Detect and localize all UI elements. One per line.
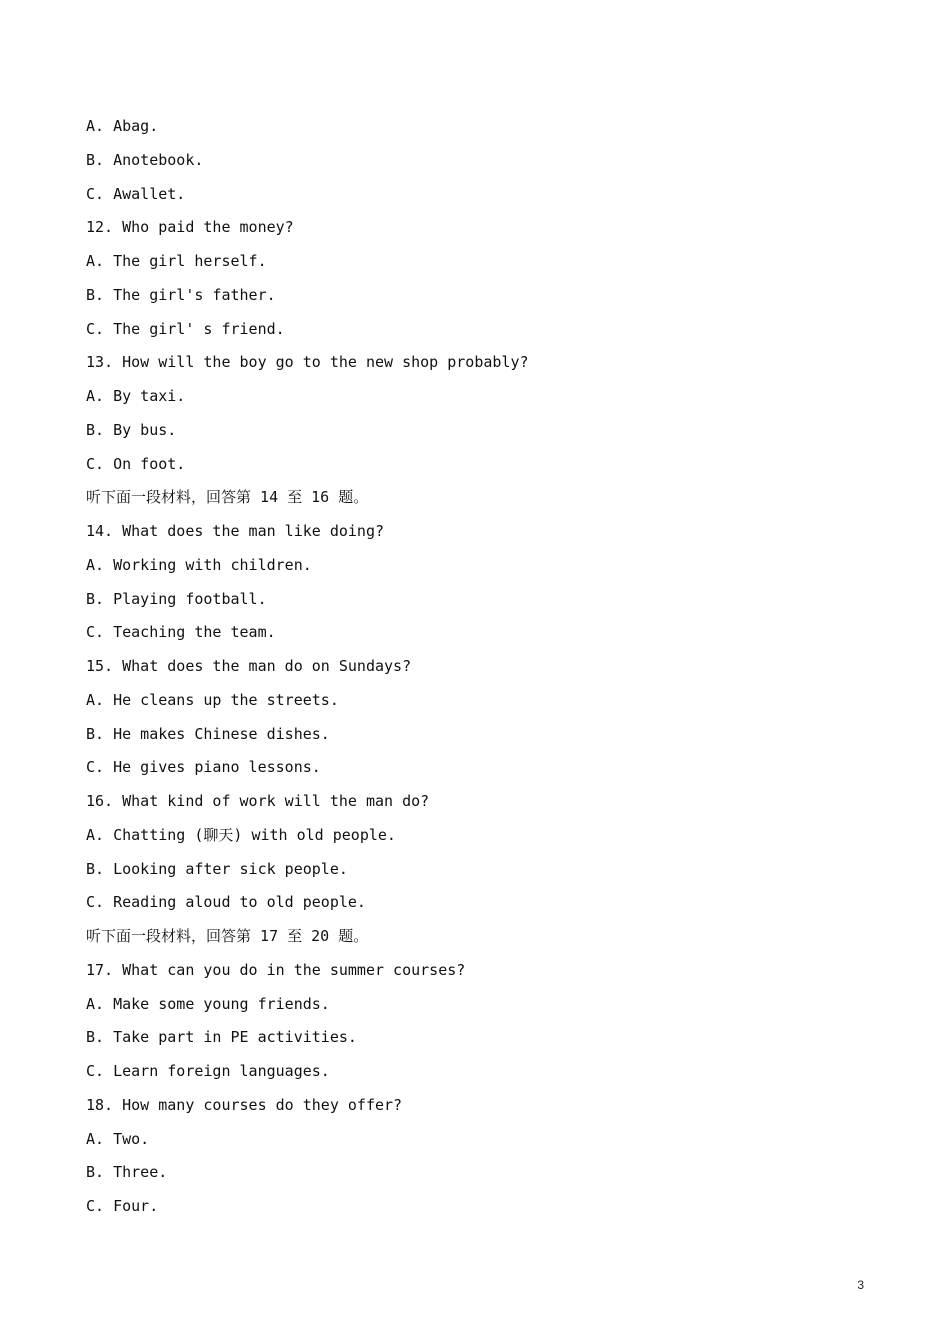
option-12-c: C. The girl' s friend. <box>86 319 285 338</box>
option-14-b: B. Playing football. <box>86 589 267 608</box>
option-13-a: A. By taxi. <box>86 387 186 405</box>
option-11-c: C. Awallet. <box>86 184 186 203</box>
question-13: 13. How will the boy go to the new shop probably? <box>86 353 529 372</box>
option-15-a: A. He cleans up the streets. <box>86 690 339 709</box>
option-15-c: C. He gives piano lessons. <box>86 758 321 777</box>
option-16-a: A. Chatting (聊天) with old people. <box>86 825 396 844</box>
option-18-b: B. Three. <box>86 1163 168 1182</box>
section-instruction-14-16: 听下面一段材料，回答第 14 至 16 题。 <box>86 488 369 507</box>
option-11-a: A. Abag. <box>86 117 159 135</box>
option-13-b: B. By bus. <box>86 420 177 439</box>
question-14: 14. What does the man like doing? <box>86 522 385 540</box>
option-17-b: B. Take part in PE activities. <box>86 1028 357 1047</box>
option-15-b: B. He makes Chinese dishes. <box>86 724 330 743</box>
option-13-c: C. On foot. <box>86 454 186 473</box>
page-number: 3 <box>857 1278 864 1292</box>
option-12-a: A. The girl herself. <box>86 252 267 270</box>
option-14-c: C. Teaching the team. <box>86 623 276 642</box>
option-14-a: A. Working with children. <box>86 555 312 574</box>
question-15: 15. What does the man do on Sundays? <box>86 657 412 675</box>
option-12-b: B. The girl's father. <box>86 285 276 304</box>
option-16-b: B. Looking after sick people. <box>86 859 348 878</box>
question-16: 16. What kind of work will the man do? <box>86 792 430 810</box>
question-18: 18. How many courses do they offer? <box>86 1095 403 1114</box>
section-instruction-17-20: 听下面一段材料，回答第 17 至 20 题。 <box>86 927 369 945</box>
question-12: 12. Who paid the money? <box>86 218 294 237</box>
option-18-a: A. Two. <box>86 1129 150 1148</box>
question-17: 17. What can you do in the summer courses? <box>86 960 466 979</box>
option-17-c: C. Learn foreign languages. <box>86 1062 330 1080</box>
option-17-a: A. Make some young friends. <box>86 994 330 1013</box>
question-list <box>86 116 886 1230</box>
option-18-c: C. Four. <box>86 1197 159 1215</box>
option-11-b: B. Anotebook. <box>86 150 204 169</box>
option-16-c: C. Reading aloud to old people. <box>86 893 366 912</box>
